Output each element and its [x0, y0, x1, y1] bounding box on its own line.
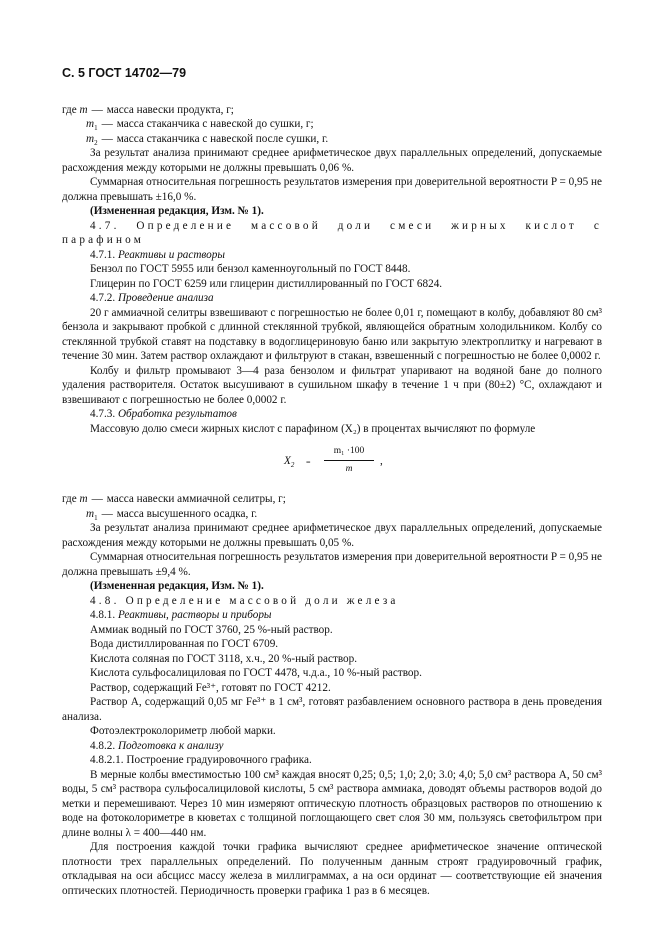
subsection-4-8-2: 4.8.2. Подготовка к анализу	[90, 739, 224, 752]
subsection-4-8-1: 4.8.1. Реактивы, растворы и приборы	[90, 609, 272, 621]
formula-numerator: m₁ ·100	[324, 444, 374, 461]
reagent-line: Раствор, содержащий Fe³⁺, готовят по ГОСТ 4212.	[90, 681, 331, 694]
definition-m2: $m_2$ — масса стаканчика с навеской после сушки, г.	[86, 132, 329, 147]
reagent-line: Бензол по ГОСТ 5955 или бензол каменноугольный по ГОСТ 8448.	[90, 263, 411, 275]
reagent-line: Аммиак водный по ГОСТ 3760, 25 %-ный раствор.	[90, 623, 333, 636]
reagent-line: Вода дистиллированная по ГОСТ 6709.	[90, 638, 279, 650]
paragraph: В мерные колбы вместимостью 100 см³ каждая вносят 0,25; 0,5; 1,0; 2,0; 3.0; 4,0; 5,0 см³ раствора А, 50 см³ воды, 5 см³ раствора сульфосалициловой кислоты, 5 см³ раствора аммиака, доводят объемы растворов водой до метки и перемешивают. Через 10 мин измеряют оптическую плотность образцовых растворов по отношению к воде на фотоколориметре в кюветах с толщиной поглощающего свет слоя 30 мм, пользуясь светофильтром при длине волны λ = 400—440 нм.	[62, 768, 602, 839]
subsection-4-7-3: 4.7.3. Обработка результатов	[90, 408, 237, 420]
revision-note: (Измененная редакция, Изм. № 1).	[90, 580, 264, 592]
definition-m: где m — масса навески продукта, г;	[62, 103, 234, 116]
formula: $X_2$ = $\frac{\text{m₁ ·100}}{m}$ ,	[62, 442, 602, 486]
reagent-line: Глицерин по ГОСТ 6259 или глицерин дистиллированный по ГОСТ 6824.	[90, 277, 443, 290]
definitions-2	[62, 492, 602, 521]
reagent-line: Раствор А, содержащий 0,05 мг Fe³⁺ в 1 см³, готовят разбавлением основного раствора в день проведения анализа.	[62, 696, 602, 723]
formula-equals: =	[306, 458, 311, 467]
definition-m: где m — масса навески аммиачной селитры, г;	[62, 493, 286, 505]
subsection-4-8-2-1: 4.8.2.1. Построение градуировочного графика.	[90, 754, 312, 766]
subsection-4-7-2: 4.7.2. Проведение анализа	[90, 292, 214, 304]
subsection-4-7-1: 4.7.1. Реактивы и растворы	[90, 248, 225, 261]
document-page	[62, 66, 602, 898]
section-heading-4-8: 4.8. Определение массовой доли железа	[90, 594, 399, 607]
revision-note: (Измененная редакция, Изм. № 1).	[90, 205, 264, 217]
paragraph: Массовую долю смеси жирных кислот с парафином (X₂) в процентах вычисляют по формуле	[90, 422, 536, 435]
formula-denominator: m	[345, 463, 353, 474]
definitions-1	[62, 103, 602, 147]
definition-m1: $m_1$ — масса высушенного осадка, г.	[86, 507, 258, 522]
page-header: С. 5 ГОСТ 14702—79	[62, 66, 187, 80]
reagent-line: Кислота соляная по ГОСТ 3118, х.ч., 20 %-ный раствор.	[90, 652, 358, 665]
reagent-line: Кислота сульфосалициловая по ГОСТ 4478, ч.д.а., 10 %-ный раствор.	[90, 667, 422, 679]
paragraph: Суммарная относительная погрешность результатов измерения при доверительной вероятности P = 0,95 не должна превышать ±9,4 %.	[62, 551, 602, 578]
formula-fraction	[324, 444, 374, 476]
paragraph: Для построения каждой точки графика вычисляют среднее арифметическое значение оптической плотности трех параллельных определений. По полученным данным строят градуировочный график, откладывая на оси абсцисс массу железа в миллиграммах, а на оси ординат — соответствующие ей значения оптических плотностей. Периодичность проверки графика 1 раз в 6 месяцев.	[62, 841, 602, 897]
paragraph: Колбу и фильтр промывают 3—4 раза бензолом и фильтрат упаривают на водяной бане до полного удаления растворителя. Остаток высушивают в сушильном шкафу в течение 1 ч при (80±2) °С, охлаждают и взвешивают с погрешностью не более 0,0002 г.	[62, 364, 602, 406]
paragraph: За результат анализа принимают среднее арифметическое двух параллельных определений, допускаемые расхождения между которыми не должны превышать 0,06 %.	[62, 147, 602, 174]
paragraph: 20 г аммиачной селитры взвешивают с погрешностью не более 0,01 г, помещают в колбу, добавляют 80 см³ бензола и закрывают пробкой с длинной стеклянной трубкой, являющейся обратным холодильником. Колбу со стеклянной трубкой ставят на подставку в водоглицериновую баню или закрытую электроплитку и нагревают в течение 30 мин. Затем раствор охлаждают и фильтруют в стакан, взвешенный с погрешностью не более 0,0002 г.	[62, 306, 602, 362]
paragraph: Суммарная относительная погрешность результатов измерения при доверительной вероятности P = 0,95 не должна превышать ±16,0 %.	[62, 176, 602, 203]
formula-lhs: $X_2$	[284, 455, 295, 470]
reagent-line: Фотоэлектроколориметр любой марки.	[90, 725, 276, 737]
definition-m1: $m_1$ — масса стаканчика с навеской до сушки, г;	[86, 118, 314, 133]
section-heading-4-7: 4.7. Определение массовой доли смеси жирных кислот с парафином	[62, 219, 602, 246]
paragraph: За результат анализа принимают среднее арифметическое двух параллельных определений, допускаемые расхождения между которыми не должны превышать 0,05 %.	[62, 522, 602, 549]
